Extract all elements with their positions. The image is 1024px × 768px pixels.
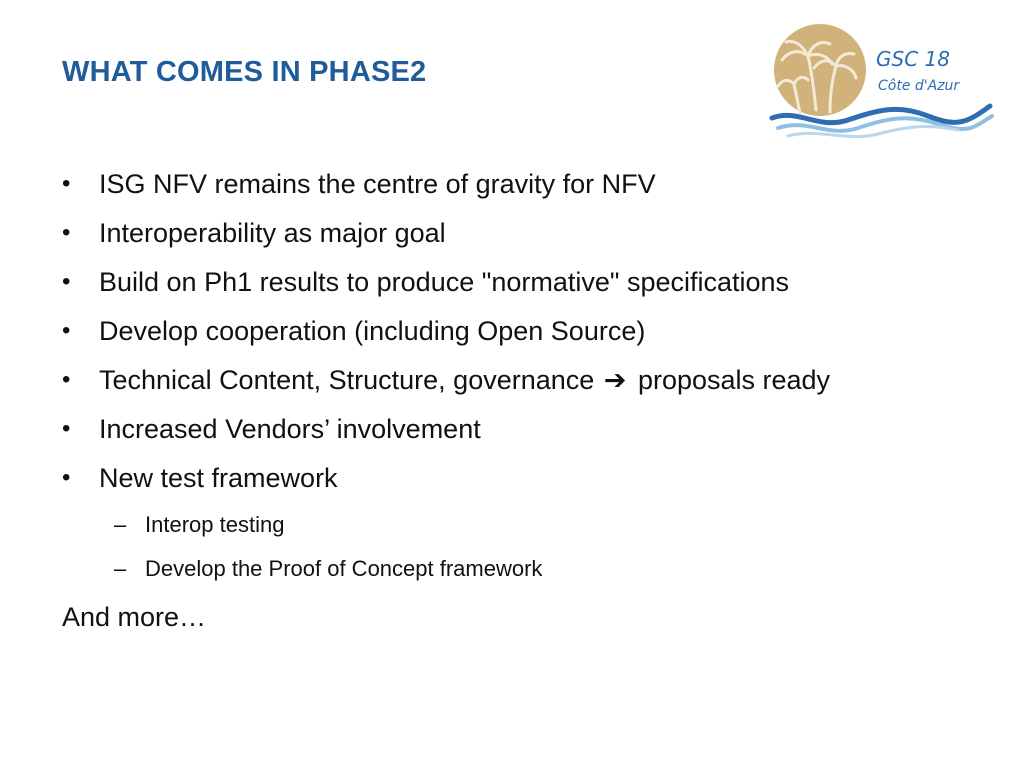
logo-line1: GSC 18 (876, 47, 950, 71)
bullet-list (62, 163, 982, 506)
bullet-text: Interoperability as major goal (99, 218, 446, 248)
sub-bullet-item (62, 506, 982, 550)
bullet-text-after-arrow: proposals ready (637, 365, 831, 395)
sub-bullet-text: Interop testing (145, 512, 285, 537)
slide-content (62, 163, 982, 638)
bullet-item (62, 359, 982, 408)
bullet-icon: • (62, 170, 71, 197)
bullet-icon: • (62, 219, 71, 246)
gsc-18-logo (768, 18, 996, 146)
bullet-item (62, 212, 982, 261)
bullet-icon: • (62, 366, 71, 393)
bullet-text-before-arrow: Technical Content, Structure, governance (99, 365, 595, 395)
bullet-icon: • (62, 317, 71, 344)
bullet-icon: • (62, 415, 71, 442)
bullet-text: Develop cooperation (including Open Source) (99, 316, 646, 346)
logo-line2: Côte d'Azur (878, 78, 960, 94)
bullet-text: Build on Ph1 results to produce "normative" specifications (99, 267, 790, 297)
bullet-item (62, 408, 982, 457)
sub-bullet-item (62, 550, 982, 594)
bullet-text: New test framework (99, 463, 338, 493)
bullet-item (62, 310, 982, 359)
closing-text: And more… (62, 602, 207, 632)
bullet-text: Increased Vendors’ involvement (99, 414, 481, 444)
dash-icon: – (114, 512, 127, 537)
slide-title: WHAT COMES IN PHASE2 (62, 56, 427, 88)
bullet-item (62, 163, 982, 212)
bullet-text: ISG NFV remains the centre of gravity for NFV (99, 169, 656, 199)
bullet-item (62, 457, 982, 506)
sub-bullet-text: Develop the Proof of Concept framework (145, 556, 543, 581)
sub-bullet-list (62, 506, 982, 594)
dash-icon: – (114, 556, 127, 581)
bullet-icon: • (62, 464, 71, 491)
arrow-right-icon: ➔ (603, 365, 627, 395)
bullet-item (62, 261, 982, 310)
bullet-icon: • (62, 268, 71, 295)
